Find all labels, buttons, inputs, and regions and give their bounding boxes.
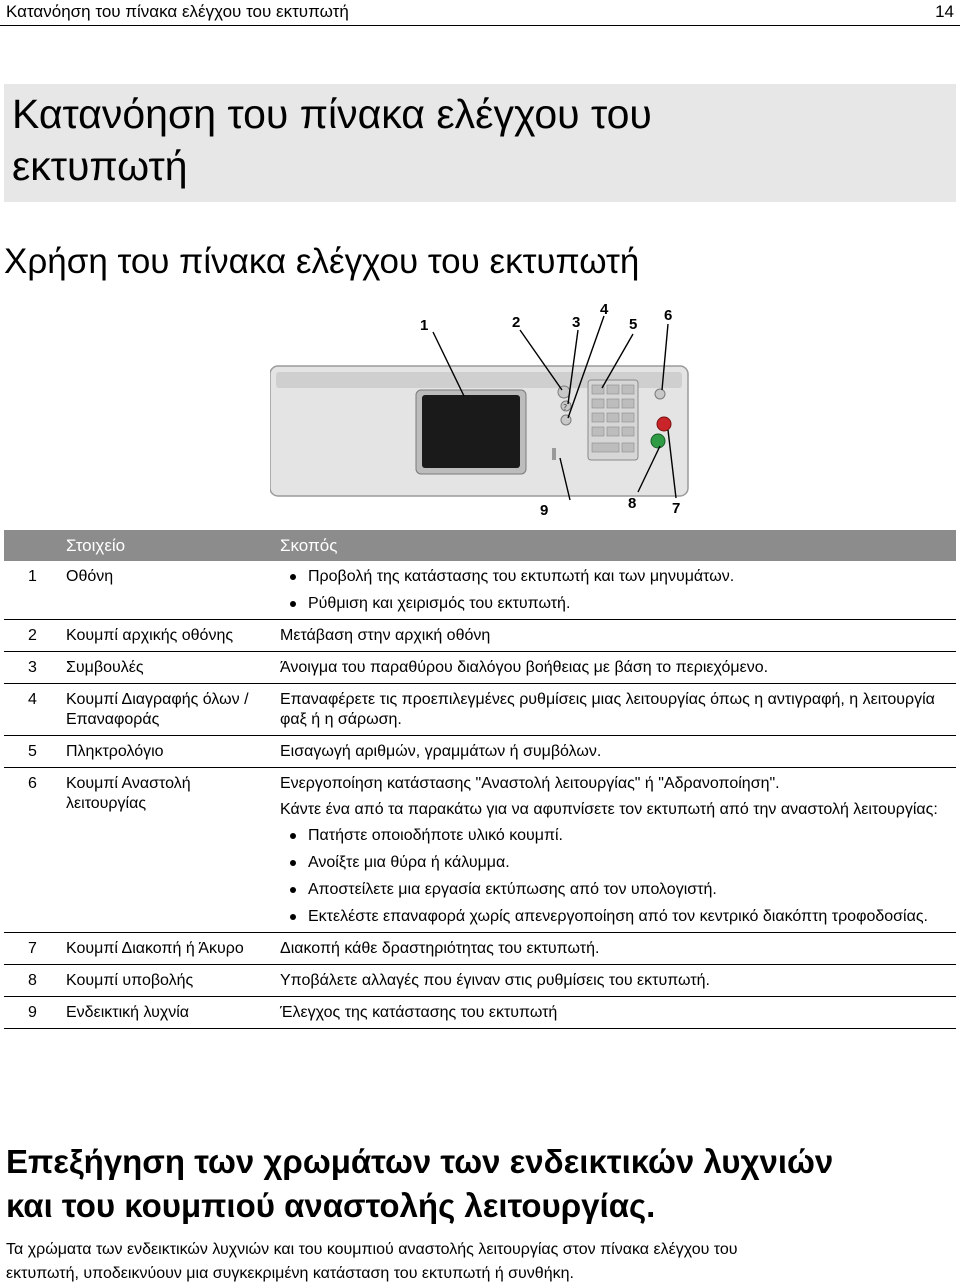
callout-6: 6 (664, 307, 673, 324)
row-number: 6 (4, 768, 60, 933)
controls-table (4, 530, 956, 1029)
row-purpose: Επαναφέρετε τις προεπιλεγμένες ρυθμίσεις μιας λειτουργίας όπως η αντιγραφή, η λειτουργία φαξ ή η σάρωση. (274, 684, 956, 736)
row-element: Κουμπί Διαγραφής όλων / Επαναφοράς (60, 684, 274, 736)
row-number: 7 (4, 933, 60, 965)
display-screen (422, 395, 520, 468)
reset-button-icon (561, 415, 571, 425)
svg-text:?: ? (563, 403, 568, 412)
row-purpose: Άνοιγμα του παραθύρου διαλόγου βοήθειας με βάση το περιεχόμενο. (274, 652, 956, 684)
header-element: Στοιχείο (4, 530, 274, 561)
row-element: Κουμπί Διακοπή ή Άκυρο (60, 933, 274, 965)
row-purpose (274, 768, 956, 933)
list-item: Προβολή της κατάστασης του εκτυπωτή και των μηνυμάτων. (280, 567, 950, 587)
row-number: 2 (4, 620, 60, 652)
running-header (0, 0, 960, 26)
callout-7: 7 (672, 500, 681, 517)
section2-title: Επεξήγηση των χρωμάτων των ενδεικτικών λυχνιών και του κουμπιού αναστολής λειτουργίας. (6, 1143, 834, 1224)
row-purpose: Υποβάλετε αλλαγές που έγιναν στις ρυθμίσεις του εκτυπωτή. (274, 965, 956, 997)
stop-button-icon (657, 417, 671, 431)
sleep-button-icon (655, 389, 665, 399)
chapter-heading-box (4, 84, 956, 202)
row-number: 8 (4, 965, 60, 997)
row-number: 1 (28, 568, 37, 585)
row-element: Οθόνη (66, 568, 114, 585)
table-row (4, 933, 956, 965)
table-row (4, 561, 956, 620)
chapter-title: Κατανόηση του πίνακα ελέγχου του εκτυπωτή (12, 91, 652, 189)
table-header-row (4, 530, 956, 561)
row-purpose: Διακοπή κάθε δραστηριότητας του εκτυπωτή. (274, 933, 956, 965)
row-element: Κουμπί Αναστολή λειτουργίας (60, 768, 274, 933)
section2-body: Τα χρώματα των ενδεικτικών λυχνιών και του κουμπιού αναστολής λειτουργίας στον πίνακα ελέγχου του εκτυπωτή, υποδεικνύουν μια συγκεκριμένη κατάσταση του εκτυπωτή ή συνθήκη. (6, 1241, 738, 1282)
row-element: Ενδεικτική λυχνία (60, 997, 274, 1029)
row-purpose (274, 561, 956, 620)
row-element: Κουμπί υποβολής (60, 965, 274, 997)
callout-3: 3 (572, 314, 581, 331)
submit-button-icon (651, 434, 665, 448)
row-element: Πληκτρολόγιο (60, 736, 274, 768)
list-item: Ρύθμιση και χειρισμός του εκτυπωτή. (280, 594, 950, 614)
table-row (4, 620, 956, 652)
table-row (4, 652, 956, 684)
row-purpose: Έλεγχος της κατάστασης του εκτυπωτή (274, 997, 956, 1029)
row-element: Συμβουλές (60, 652, 274, 684)
table-row (4, 736, 956, 768)
row-number: 9 (4, 997, 60, 1029)
callout-5: 5 (629, 316, 638, 333)
list-item: Πατήστε οποιοδήποτε υλικό κουμπί. (280, 826, 950, 846)
table-row (4, 997, 956, 1029)
callout-9: 9 (540, 502, 549, 519)
table-row (4, 684, 956, 736)
running-title: Κατανόηση του πίνακα ελέγχου του εκτυπωτή (6, 2, 349, 21)
row-number: 5 (4, 736, 60, 768)
page-number: 14 (935, 2, 954, 21)
list-item: Ανοίξτε μια θύρα ή κάλυμμα. (280, 853, 950, 873)
row-purpose: Εισαγωγή αριθμών, γραμμάτων ή συμβόλων. (274, 736, 956, 768)
row-number: 4 (4, 684, 60, 736)
control-panel-illustration (270, 298, 690, 523)
purpose-paragraph: Κάντε ένα από τα παρακάτω για να αφυπνίσετε τον εκτυπωτή από την αναστολή λειτουργίας: (280, 801, 938, 818)
callout-1: 1 (420, 317, 429, 334)
callout-2: 2 (512, 314, 521, 331)
row-purpose: Μετάβαση στην αρχική οθόνη (274, 620, 956, 652)
purpose-paragraph: Ενεργοποίηση κατάστασης "Αναστολή λειτουργίας" ή "Αδρανοποίηση". (280, 775, 780, 792)
list-item: Αποστείλετε μια εργασία εκτύπωσης από τον υπολογιστή. (280, 880, 950, 900)
row-number: 3 (4, 652, 60, 684)
callout-8: 8 (628, 495, 637, 512)
indicator-light-icon (552, 448, 556, 460)
callout-4: 4 (600, 301, 609, 318)
section-title: Χρήση του πίνακα ελέγχου του εκτυπωτή (4, 242, 640, 281)
table-row (4, 965, 956, 997)
header-purpose: Σκοπός (274, 530, 956, 561)
table-row (4, 768, 956, 933)
list-item: Εκτελέστε επαναφορά χωρίς απενεργοποίηση από τον κεντρικό διακόπτη τροφοδοσίας. (280, 907, 950, 927)
row-element: Κουμπί αρχικής οθόνης (60, 620, 274, 652)
